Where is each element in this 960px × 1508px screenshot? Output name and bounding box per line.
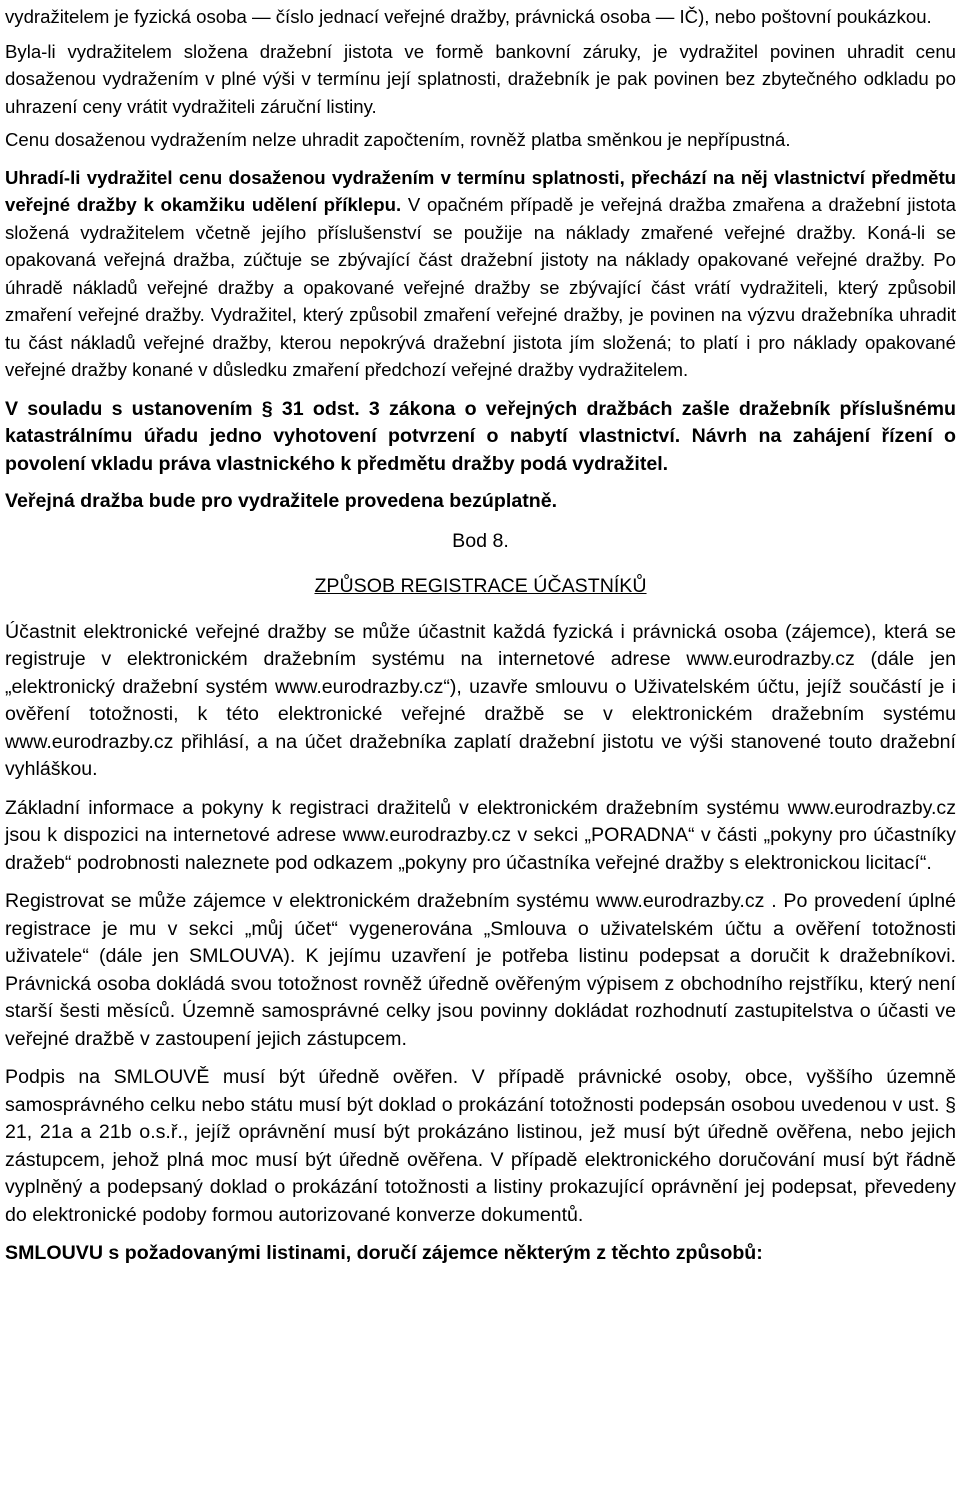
section-sign: §	[261, 397, 273, 420]
paragraph-participation: Účastnit elektronické veřejné dražby se může účastnit každá fyzická i právnická osoba (zájemce), která se registruje v elektronickém dražebním systému na internetové adrese www.eurodrazby.cz (dále jen „elektronický dražební systém www.eurodrazby.cz“), uzavře smlouvu o Uživatelském účtu, jejíž součástí je i ověření totožnosti, k této elektronické veřejné dražbě se v elektronickém dražebním systému www.eurodrazby.cz přihlásí, a na účet dražebníka zaplatí dražební jistotu ve výši stanovené touto dražební vyhláškou.	[5, 620, 956, 781]
cadastral-text-a: V souladu s ustanovením	[5, 397, 262, 420]
paragraph-bank-guarantee: Byla-li vydražitelem složena dražební jistota ve formě bankovní záruky, je vydražitel povinen uhradit cenu dosaženou vydražením v plné výši v termínu její splatnosti, dražebník je pak povinen bez zbytečného odkladu po uhrazení ceny vrátit vydražiteli záruční listiny.	[5, 40, 956, 117]
paragraph-delivery: SMLOUVU s požadovanými listinami, doručí zájemce některým z těchto způsobů:	[5, 1242, 763, 1265]
section-title-heading: ZPŮSOB REGISTRACE ÚČASTNÍKŮ	[314, 575, 647, 598]
paragraph-ownership-transfer	[5, 164, 956, 384]
cadastral-text-c: 3 zákona o veřejných dražbách zašle dražebník příslušnému katastrálnímu úřadu jedno vyhotovení potvrzení o nabytí vlastnictví. Návrh na zahájení řízení o povolení vkladu práva vlastnického k předmětu dražby podá vydražitel.	[5, 397, 956, 475]
section-number-heading: Bod 8.	[452, 529, 509, 552]
paragraph-registration-info: Základní informace a pokyny k registraci dražitelů v elektronickém dražebním systému www.eurodrazby.cz jsou k dispozici na internetové adrese www.eurodrazby.cz v sekci „PORADNA“ v části „pokyny pro účastníky dražeb“ podrobnosti naleznete pod odkazem „pokyny pro účastníka veřejné dražby s elektronickou licitací“.	[5, 796, 956, 874]
paragraph-free-of-charge: Veřejná dražba bude pro vydražitele provedena bezúplatně.	[5, 490, 558, 512]
paragraph-registration: Registrovat se může zájemce v elektronickém dražebním systému www.eurodrazby.cz . Po provedení úplné registrace je mu v sekci „můj účet“ vygenerována „Smlouva o uživatelském účtu a ověření totožnosti uživatele“ (dále jen SMLOUVA). K jejímu uzavření je potřeba listinu podepsat a doručit k dražebníkovi. Právnická osoba dokládá svou totožnost rovněž úředně ověřeným výpisem z obchodního rejstříku, který není starší šesti měsíců. Územně samosprávné celky jsou povinny dokládat rozhodnutí zastupitelstva o účasti ve veřejné dražbě v zastoupení jejich zástupcem.	[5, 890, 956, 1050]
cadastral-text-b: 31 odst.	[272, 397, 360, 420]
paragraph-no-offset: Cenu dosaženou vydražením nelze uhradit započtením, rovněž platba směnkou je nepřípustná.	[5, 129, 791, 150]
paragraph-payment-methods: vydražitelem je fyzická osoba — číslo jednací veřejné dražby, právnická osoba — IČ), nebo poštovní poukázkou.	[5, 6, 932, 27]
paragraph-signature: Podpis na SMLOUVĚ musí být úředně ověřen. V případě právnické osoby, obce, vyššího územně samosprávného celku nebo státu musí být doklad o prokázání totožnosti podepsán osobou uvedenou v ust. § 21, 21a a 21b o.s.ř., jejíž oprávnění musí být prokázáno listinou, jež musí být úředně ověřena, nebo jejich zástupcem, jehož plná moc musí být úředně ověřena. V případě elektronického doručování musí být řádně vyplněný a podepsaný doklad o prokázání totožnosti a listiny prokazující oprávnění jej podepsat, převedeny do elektronické podoby formou autorizované konverze dokumentů.	[5, 1066, 956, 1226]
paragraph-cadastral-office	[5, 396, 956, 479]
ownership-transfer-bold: Uhradí-li vydražitel cenu dosaženou vydražením v termínu splatnosti, přechází na něj vlastnictví předmětu veřejné dražby k okamžiku udělení příklepu.	[5, 166, 956, 215]
document-page	[0, 3, 960, 1508]
ownership-transfer-rest: V opačném případě je veřejná dražba zmařena a dražební jistota složená vydražitelem včetně jejího příslušenství se použije na náklady zmařené veřejné dražby. Koná-li se opakovaná veřejná dražba, zúčtuje se zbývající část dražební jistoty na náklady opakované veřejné dražby. Po úhradě nákladů veřejné dražby a opakované veřejné dražby se zbývající část vrátí vydražiteli, který způsobil zmaření veřejné dražby. Vydražitel, který způsobil zmaření veřejné dražby, je povinen na výzvu dražebníka uhradit tu část nákladů veřejné dražby, kterou nepokrývá dražební jistota jím složená; to platí i pro náklady opakované veřejné dražby konané v důsledku zmaření předchozí veřejné dražby vydražitelem.	[5, 194, 956, 380]
